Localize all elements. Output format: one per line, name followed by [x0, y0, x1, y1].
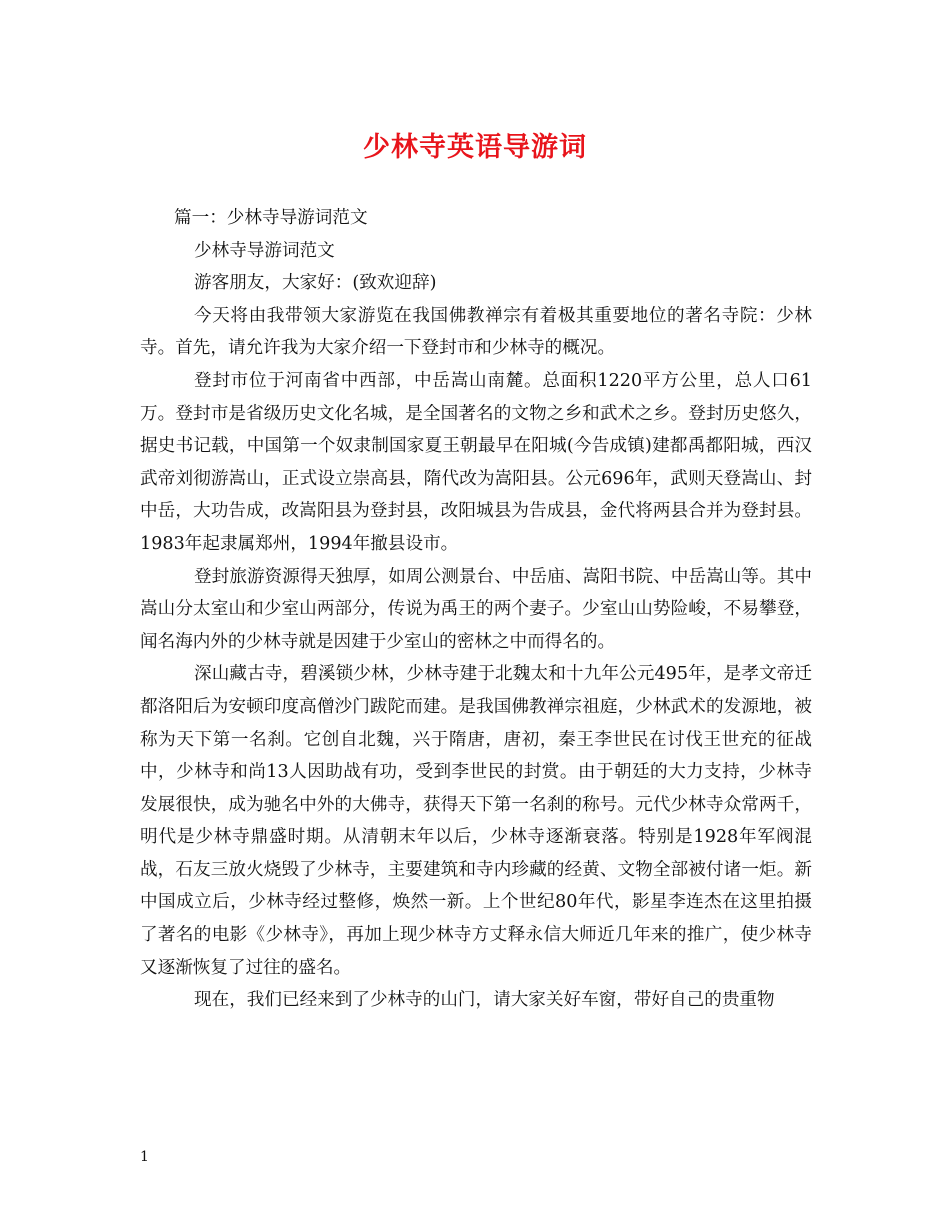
greeting-paragraph: 游客朋友，大家好：(致欢迎辞) — [194, 273, 437, 294]
subheading: 少林寺导游词范文 — [194, 240, 335, 261]
dengfeng-paragraph: 登封市位于河南省中西部，中岳嵩山南麓。总面积1220平方公里，总人口61万。登封市是省级历史文化名城，是全国著名的文物之乡和武术之乡。登封历史悠久，据史书记载，中国第一个奴隶制国家夏王朝最早在阳城(今告成镇)建都禹都阳城，西汉武帝刘彻游嵩山，正式设立崇高县，隋代改为嵩阳县。公元696年，武则天登嵩山、封中岳，大功告成，改嵩阳县为登封县，改阳城县为告成县，金代将两县合并为登封县。1983年起隶属郑州，1994年撤县设市。 — [140, 370, 812, 554]
section-heading: 篇一：少林寺导游词范文 — [174, 208, 368, 228]
history-paragraph: 深山藏古寺，碧溪锁少林，少林寺建于北魏太和十九年公元495年，是孝文帝迁都洛阳后为安顿印度高僧沙门跋陀而建。是我国佛教禅宗祖庭，少林武术的发源地，被称为天下第一名刹。它创自北魏，兴于隋唐，唐初，秦王李世民在讨伐王世充的征战中，少林寺和尚13人因助战有功，受到李世民的封赏。由于朝廷的大力支持，少林寺发展很快，成为驰名中外的大佛寺，获得天下第一名刹的称号。元代少林寺众常两千，明代是少林寺鼎盛时期。从清朝末年以后，少林寺逐渐衰落。特别是1928年军阀混战，石友三放火烧毁了少林寺，主要建筑和寺内珍藏的经黄、文物全部被付诸一炬。新中国成立后，少林寺经过整修，焕然一新。上个世纪80年代，影星李连杰在这里拍摄了著名的电影《少林寺》，再加上现少林寺方丈释永信大师近几年来的推广，使少林寺又逐渐恢复了过往的盛名。 — [140, 664, 812, 978]
arrival-paragraph: 现在，我们已经来到了少林寺的山门，请大家关好车窗，带好自己的贵重物 — [194, 990, 775, 1011]
page-number: 1 — [140, 1149, 149, 1165]
intro-paragraph: 今天将由我带领大家游览在我国佛教禅宗有着极其重要地位的著名寺院：少林寺。首先，请允许我为大家介绍一下登封市和少林寺的概况。 — [140, 305, 812, 359]
tourism-paragraph: 登封旅游资源得天独厚，如周公测景台、中岳庙、嵩阳书院、中岳嵩山等。其中嵩山分太室山和少室山两部分，传说为禹王的两个妻子。少室山山势险峻，不易攀登，闻名海内外的少林寺就是因建于少室山的密林之中而得名的。 — [140, 566, 812, 652]
document-title: 少林寺英语导游词 — [363, 132, 587, 163]
document-body — [140, 202, 812, 1017]
